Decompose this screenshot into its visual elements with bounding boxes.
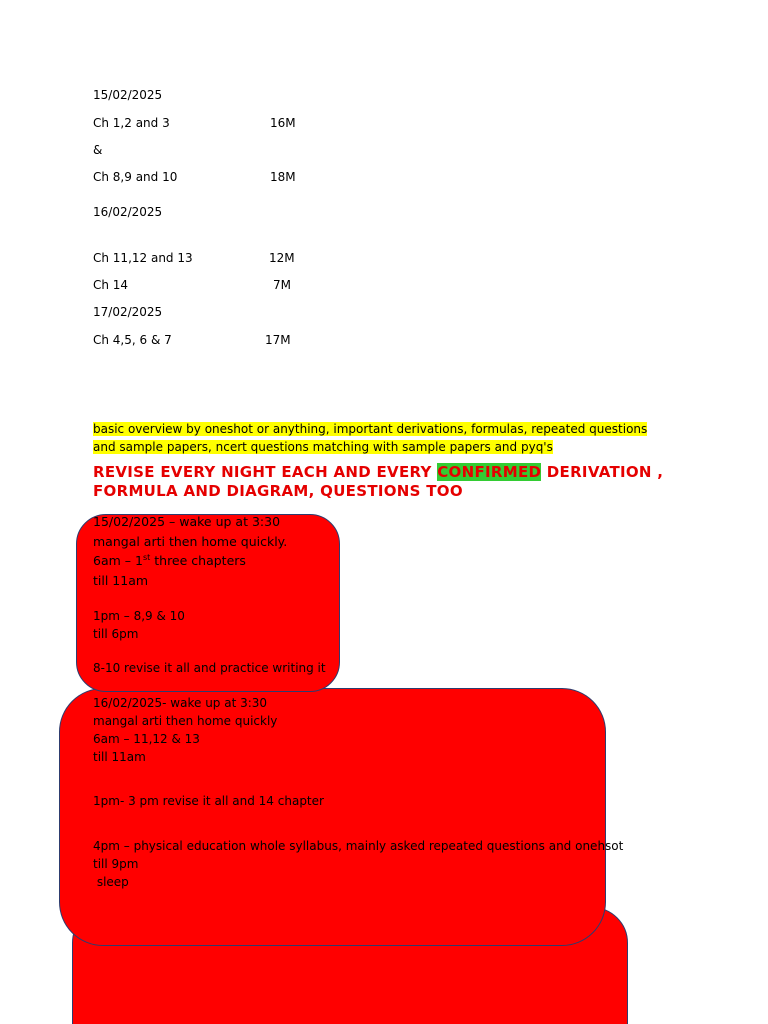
overview-paragraph bbox=[93, 420, 663, 456]
day2-line-4: till 11am bbox=[93, 750, 146, 764]
schedule-date-1: 15/02/2025 bbox=[93, 88, 163, 102]
headline-highlight: CONFIRMED bbox=[437, 463, 542, 481]
schedule-date-2: 16/02/2025 bbox=[93, 205, 163, 219]
day2-line-5: 1pm- 3 pm revise it all and 14 chapter bbox=[93, 794, 324, 808]
schedule-row-5-label: Ch 4,5, 6 & 7 bbox=[93, 333, 172, 347]
day2-line-7: till 9pm bbox=[93, 857, 139, 871]
day2-plan-text-mid bbox=[93, 792, 324, 810]
schedule-row-4-label: Ch 14 bbox=[93, 278, 129, 292]
day1-line-3-sup: st bbox=[142, 552, 151, 562]
day2-line-8: sleep bbox=[93, 875, 129, 889]
day2-line-2: mangal arti then home quickly bbox=[93, 714, 278, 728]
revision-headline bbox=[93, 463, 693, 501]
day1-line-3 bbox=[93, 551, 287, 571]
day1-line-3-pre: 6am – 1 bbox=[93, 553, 143, 568]
day1-line-1: 15/02/2025 – wake up at 3:30 bbox=[93, 514, 281, 529]
overview-text: basic overview by oneshot or anything, important derivations, formulas, repeated questions and sample papers, ncert questions matching with sample papers and pyq's bbox=[93, 422, 648, 454]
day2-line-6: 4pm – physical education whole syllabus, mainly asked repeated questions and onehsot bbox=[93, 839, 624, 853]
day1-line-4: till 11am bbox=[93, 572, 149, 588]
day2-line-3: 6am – 11,12 & 13 bbox=[93, 732, 200, 746]
schedule-row-3-label: Ch 11,12 and 13 bbox=[93, 251, 193, 265]
schedule-row-2-marks: 18M bbox=[270, 170, 296, 184]
day1-plan-text-mid bbox=[93, 607, 185, 643]
day2-plan-text bbox=[93, 694, 277, 766]
headline-part-1: REVISE EVERY NIGHT EACH AND EVERY bbox=[93, 463, 438, 481]
schedule-row-1-label: Ch 1,2 and 3 bbox=[93, 116, 170, 130]
day1-line-6: till 6pm bbox=[93, 627, 139, 641]
day1-line-7: 8-10 revise it all and practice writing it bbox=[93, 661, 326, 675]
headline-part-2: DERIVATION , FORMULA AND DIAGRAM, QUESTIONS TOO bbox=[93, 463, 664, 500]
day1-line-5: 1pm – 8,9 & 10 bbox=[93, 609, 185, 623]
day1-line-3-post: three chapters bbox=[150, 553, 246, 568]
schedule-row-2-label: Ch 8,9 and 10 bbox=[93, 170, 178, 184]
schedule-row-1-marks: 16M bbox=[270, 116, 296, 130]
schedule-row-3-marks: 12M bbox=[269, 251, 295, 265]
day1-line-2: mangal arti then home quickly. bbox=[93, 533, 288, 549]
schedule-date-3: 17/02/2025 bbox=[93, 305, 163, 319]
day2-line-1: 16/02/2025- wake up at 3:30 bbox=[93, 696, 268, 710]
schedule-ampersand: & bbox=[93, 143, 103, 157]
day1-plan-text bbox=[93, 512, 287, 590]
schedule-row-5-marks: 17M bbox=[265, 333, 291, 347]
schedule-row-4-marks: 7M bbox=[273, 278, 291, 292]
day2-plan-text-end bbox=[93, 837, 623, 891]
day1-plan-text-end bbox=[93, 659, 326, 677]
